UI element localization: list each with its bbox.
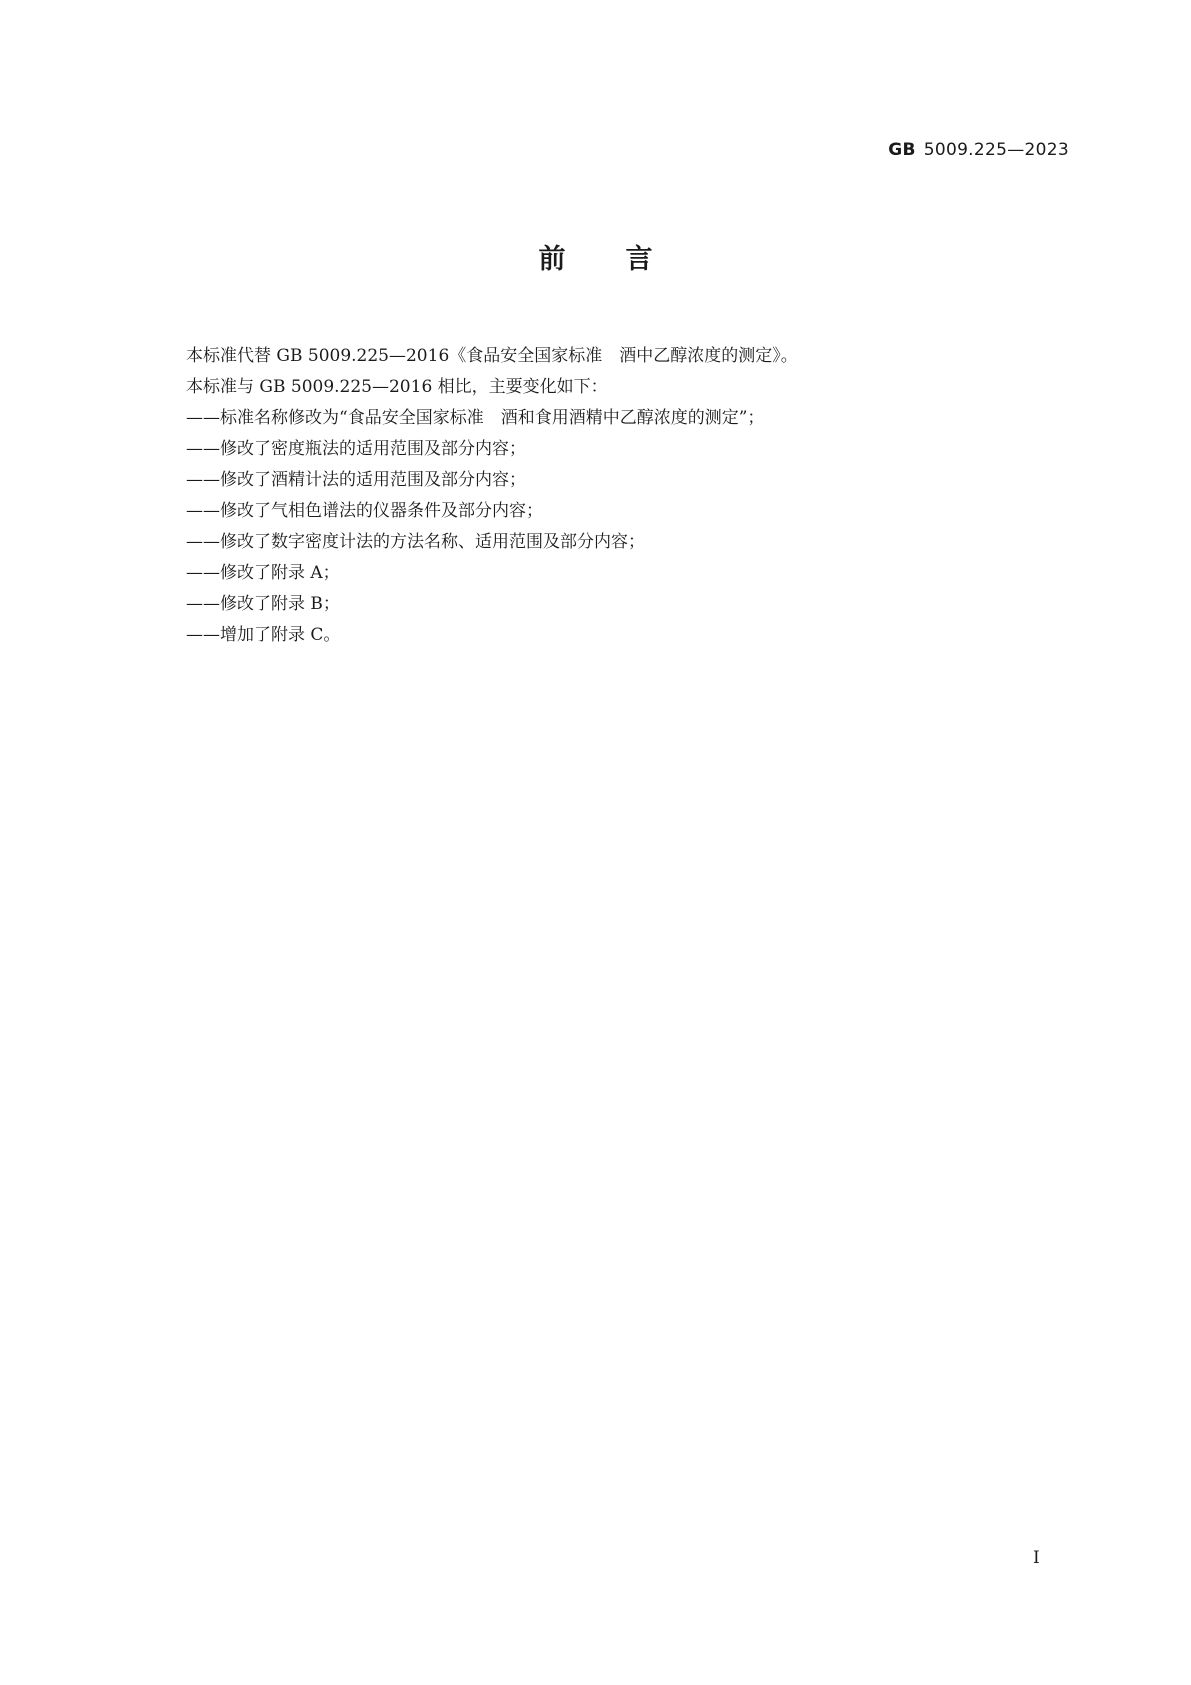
change-item: ——修改了密度瓶法的适用范围及部分内容； — [186, 439, 526, 459]
page-number: I — [1033, 1548, 1040, 1568]
change-item: ——标准名称修改为“食品安全国家标准 酒和食用酒精中乙醇浓度的测定”； — [186, 408, 765, 428]
standard-prefix: GB — [888, 140, 916, 160]
change-item: ——修改了附录 A； — [186, 563, 340, 583]
change-item: ——修改了数字密度计法的方法名称、适用范围及部分内容； — [186, 532, 645, 552]
page-title: 前言 — [538, 244, 713, 275]
paragraph-changes-intro: 本标准与 GB 5009.225—2016 相比，主要变化如下： — [186, 377, 608, 397]
paragraph-replaces: 本标准代替 GB 5009.225—2016《食品安全国家标准 酒中乙醇浓度的测定》。 — [186, 346, 798, 366]
preface-body — [186, 341, 986, 651]
change-item: ——修改了酒精计法的适用范围及部分内容； — [186, 470, 526, 490]
standard-code — [888, 140, 1069, 160]
change-item: ——增加了附录 C。 — [186, 625, 341, 645]
change-item: ——修改了气相色谱法的仪器条件及部分内容； — [186, 501, 543, 521]
change-item: ——修改了附录 B； — [186, 594, 340, 614]
standard-number: 5009.225—2023 — [923, 140, 1069, 160]
